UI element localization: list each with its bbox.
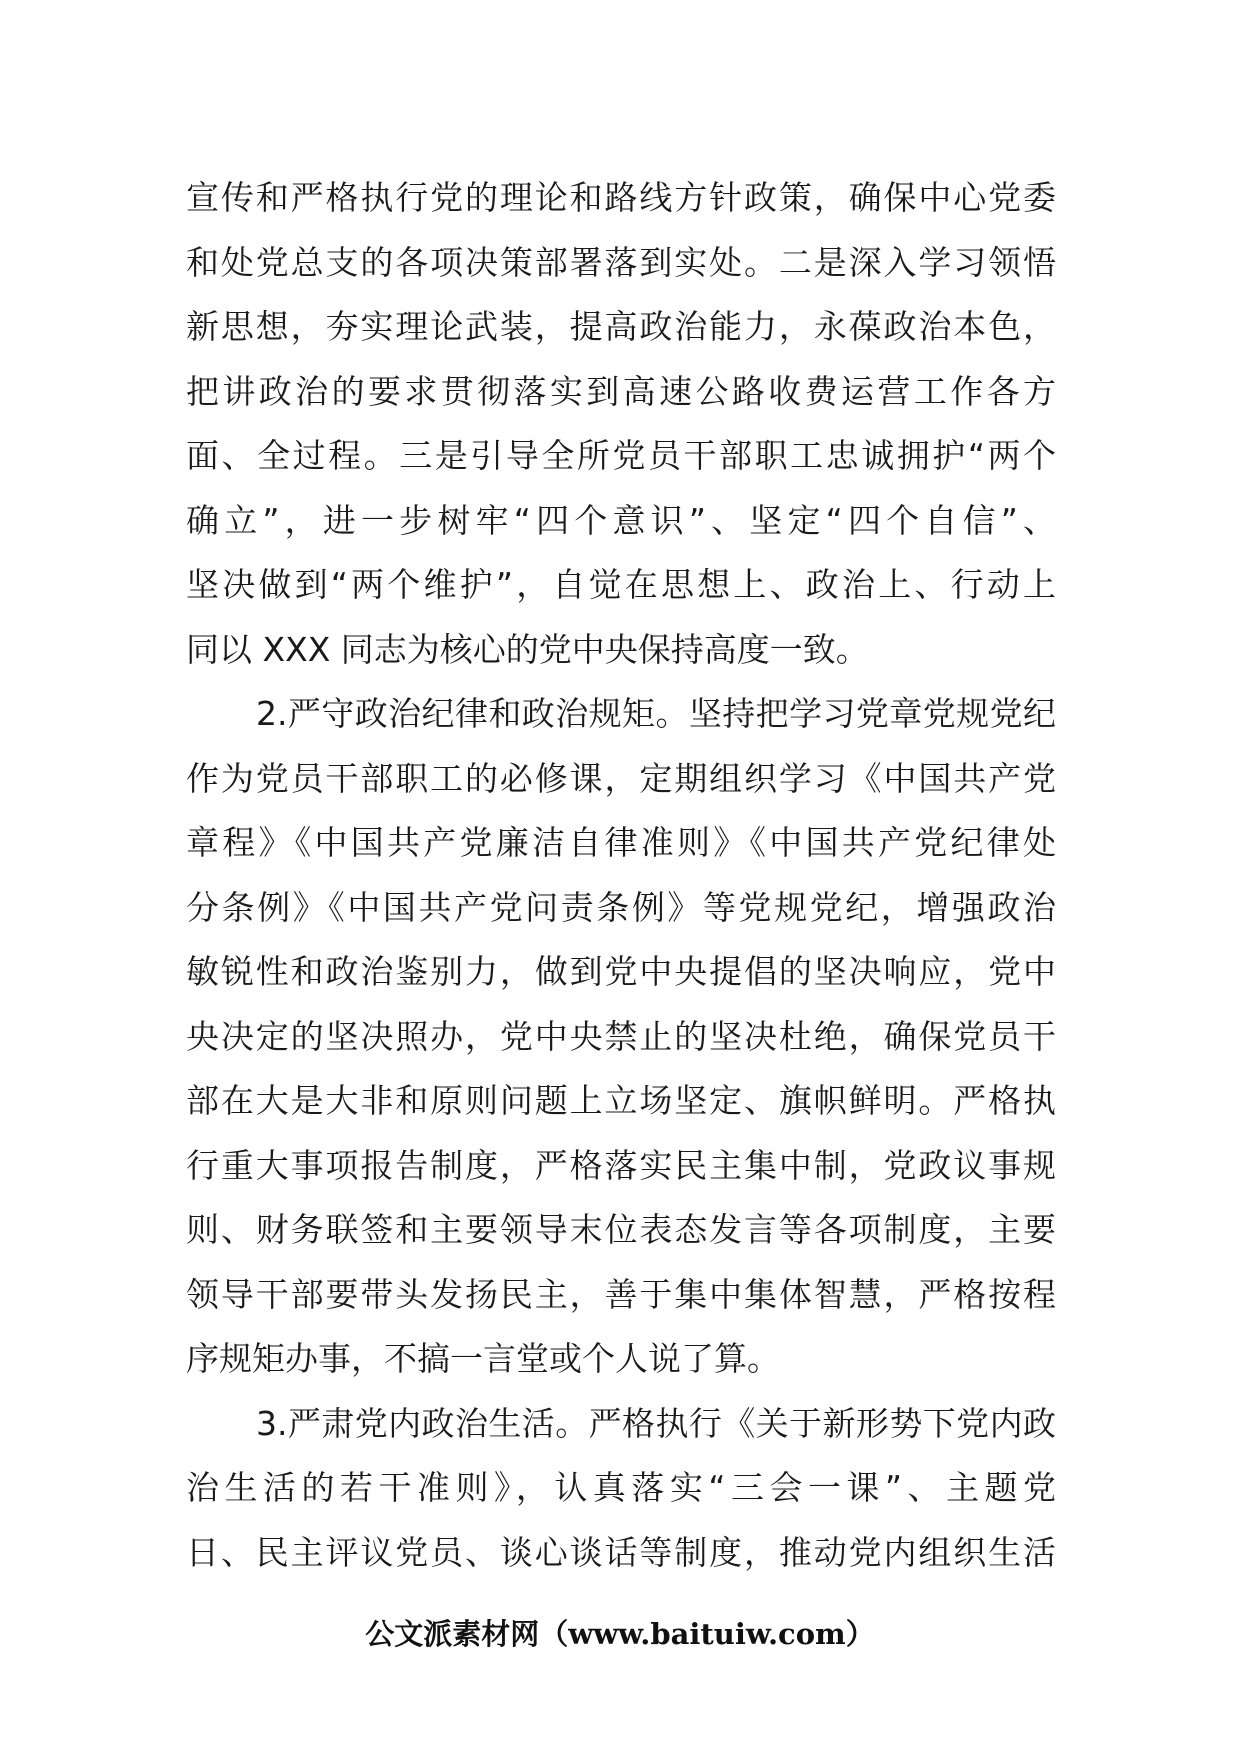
body-text [186, 166, 1056, 1585]
text-line: 把讲政治的要求贯彻落实到高速公路收费运营工作各方 [186, 371, 1056, 411]
text-line: 面、全过程。三是引导全所党员干部职工忠诚拥护“两个 [186, 436, 1056, 475]
text-line: 序规矩办事，不搞一言堂或个人说了算。 [186, 1339, 780, 1378]
text-line: 治生活的若干准则》，认真落实“三会一课”、主题党 [186, 1468, 1056, 1507]
text-line: 3.严肃党内政治生活。严格执行《关于新形势下党内政 [256, 1403, 1056, 1443]
text-line: 2.严守政治纪律和政治规矩。坚持把学习党章党规党纪 [256, 694, 1056, 733]
paragraph [186, 166, 1056, 682]
text-line: 作为党员干部职工的必修课，定期组织学习《中国共产党 [186, 758, 1056, 798]
text-line: 部在大是大非和原则问题上立场坚定、旗帜鲜明。严格执 [186, 1081, 1056, 1120]
footer-watermark: 公文派素材网（www.baituiw.com） [365, 1617, 875, 1651]
text-line: 央决定的坚决照办，党中央禁止的坚决杜绝，确保党员干 [186, 1016, 1056, 1056]
paragraph [186, 1392, 1056, 1586]
text-line: 则、财务联签和主要领导末位表态发言等各项制度，主要 [186, 1210, 1056, 1249]
text-line: 分条例》《中国共产党问责条例》等党规党纪，增强政治 [186, 887, 1056, 927]
text-line: 和处党总支的各项决策部署落到实处。二是深入学习领悟 [186, 242, 1056, 282]
text-line: 宣传和严格执行党的理论和路线方针政策，确保中心党委 [186, 178, 1056, 217]
text-line: 行重大事项报告制度，严格落实民主集中制，党政议事规 [186, 1145, 1056, 1185]
text-line: 领导干部要带头发扬民主，善于集中集体智慧，严格按程 [186, 1274, 1056, 1314]
text-line: 坚决做到“两个维护”，自觉在思想上、政治上、行动上 [186, 565, 1056, 604]
paragraph [186, 682, 1056, 1392]
text-line: 新思想，夯实理论武装，提高政治能力，永葆政治本色， [186, 307, 1056, 346]
text-line: 日、民主评议党员、谈心谈话等制度，推动党内组织生活 [186, 1532, 1056, 1572]
text-line: 敏锐性和政治鉴别力，做到党中央提倡的坚决响应，党中 [186, 952, 1056, 991]
text-line: 确立”，进一步树牢“四个意识”、坚定“四个自信”、 [186, 500, 1056, 540]
text-line: 同以 XXX 同志为核心的党中央保持高度一致。 [186, 629, 869, 669]
text-line: 章程》《中国共产党廉洁自律准则》《中国共产党纪律处 [186, 823, 1056, 862]
